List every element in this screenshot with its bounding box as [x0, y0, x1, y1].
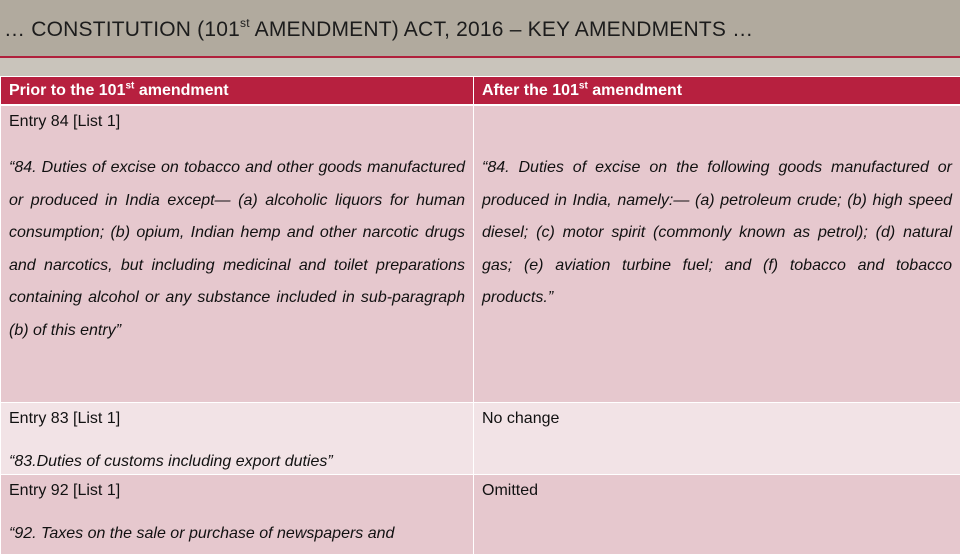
prior-cell — [1, 402, 474, 474]
header-after-text: After the 101 — [482, 82, 579, 99]
header-prior — [1, 77, 474, 106]
table-row — [1, 402, 960, 474]
prior-entry-text: “84. Duties of excise on tobacco and other goods manufactured or produced in India except— (a) alcoholic liquors for human consumption; (b) opium, Indian hemp and other narcotic drugs and narcotics, but including medicinal and toilet preparations containing alcohol or any substance included in sub-paragraph (b) of this entry” — [9, 152, 465, 347]
entry-label: Entry 84 [List 1] — [9, 112, 465, 132]
table-header-row — [1, 77, 960, 106]
header-prior-suffix: amendment — [134, 82, 228, 99]
table-row — [1, 105, 960, 402]
after-entry-text: “84. Duties of excise on the following goods manufactured or produced in India, namely:— (a) petroleum crude; (b) high speed diesel; (c) motor spirit (commonly known as petrol); (d) natural gas; (e) aviation turbine fuel; and (f) tobacco and tobacco products.” — [482, 152, 952, 315]
header-after-superscript: st — [579, 81, 588, 92]
title-bar — [0, 0, 960, 58]
after-entry-text: Omitted — [482, 481, 952, 501]
table-row — [1, 474, 960, 554]
title-text-main: … CONSTITUTION (101 — [4, 18, 240, 41]
title-superscript: st — [240, 16, 250, 30]
prior-entry-text: “83.Duties of customs including export duties” — [9, 452, 465, 472]
entry-spacer — [482, 112, 952, 132]
after-entry-text: No change — [482, 409, 952, 429]
amendment-comparison-table — [0, 76, 960, 555]
after-cell — [474, 105, 960, 402]
after-cell — [474, 402, 960, 474]
header-prior-superscript: st — [125, 81, 134, 92]
header-after-suffix: amendment — [588, 82, 682, 99]
header-prior-text: Prior to the 101 — [9, 82, 125, 99]
after-cell — [474, 474, 960, 554]
prior-cell — [1, 474, 474, 554]
slide-title — [4, 17, 753, 42]
header-after — [474, 77, 960, 106]
divider-strip — [0, 58, 960, 76]
title-text-rest: AMENDMENT) ACT, 2016 – KEY AMENDMENTS … — [250, 18, 754, 41]
entry-label: Entry 83 [List 1] — [9, 409, 465, 429]
entry-label: Entry 92 [List 1] — [9, 481, 465, 501]
prior-entry-text: “92. Taxes on the sale or purchase of newspapers and — [9, 524, 465, 544]
prior-cell — [1, 105, 474, 402]
